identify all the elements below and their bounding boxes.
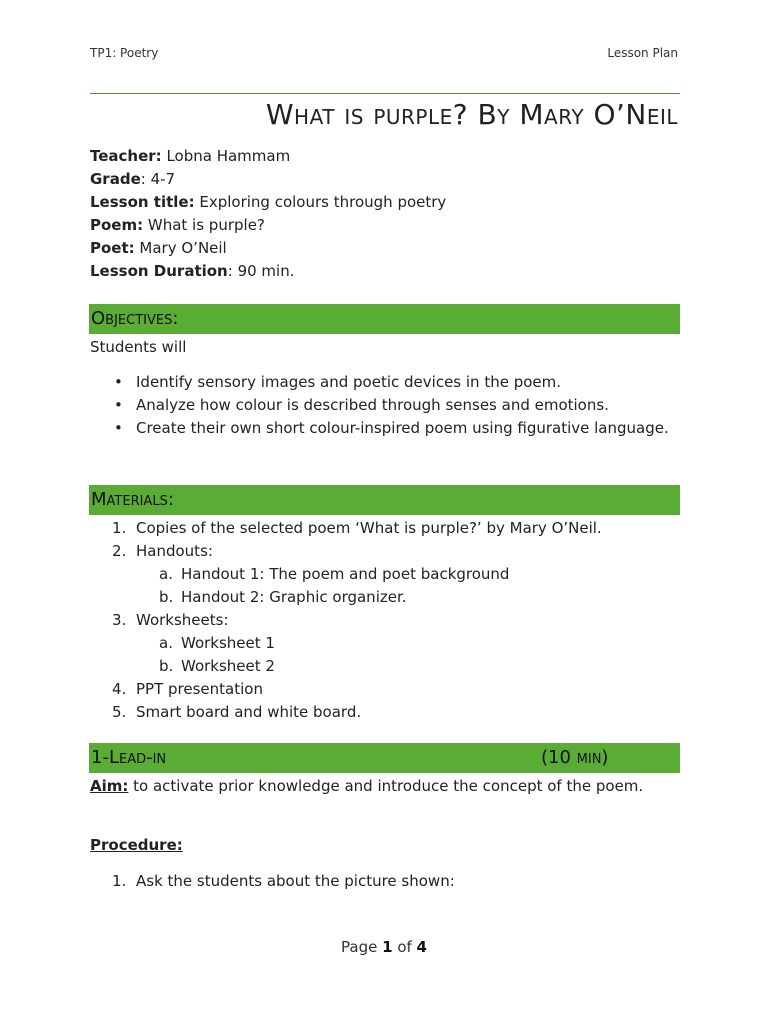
materials-heading: Materials: (89, 485, 680, 515)
meta-duration: Lesson Duration: 90 min. (90, 262, 295, 280)
list-item: • Identify sensory images and poetic devices in the poem. (90, 371, 680, 394)
objectives-list (90, 371, 680, 440)
list-item: 2. Handouts: (112, 542, 213, 560)
objectives-intro: Students will (90, 338, 187, 356)
leadin-heading: 1-Lead-in (10 min) (89, 743, 680, 773)
list-item: • Create their own short colour-inspired poem using figurative language. (90, 417, 680, 440)
list-item: • Analyze how colour is described through senses and emotions. (90, 394, 680, 417)
meta-teacher: Teacher: Lobna Hammam (90, 147, 291, 165)
leadin-procedure-label: Procedure: (90, 836, 183, 854)
header-right: Lesson Plan (607, 46, 678, 60)
list-subitem: b. Handout 2: Graphic organizer. (159, 588, 407, 606)
meta-poem: Poem: What is purple? (90, 216, 265, 234)
header-rule (90, 93, 680, 94)
list-item: 5. Smart board and white board. (112, 703, 362, 721)
list-subitem: a. Worksheet 1 (159, 634, 275, 652)
list-item: 3. Worksheets: (112, 611, 229, 629)
leadin-time: (10 min) (541, 747, 609, 768)
header-left: TP1: Poetry (90, 46, 159, 60)
materials-list (90, 517, 680, 724)
list-subitem: b. Worksheet 2 (159, 657, 275, 675)
objectives-heading: Objectives: (89, 304, 680, 334)
list-item: 1. Ask the students about the picture shown: (112, 872, 455, 890)
leadin-aim: Aim: to activate prior knowledge and introduce the concept of the poem. (90, 777, 644, 795)
lesson-meta (90, 145, 446, 283)
page-footer: Page 1 of 4 (341, 938, 427, 956)
page-title: What is purple? By Mary O’Neil (265, 98, 678, 131)
list-item: 1. Copies of the selected poem ‘What is purple?’ by Mary O’Neil. (112, 519, 602, 537)
meta-poet: Poet: Mary O’Neil (90, 239, 227, 257)
meta-lesson-title: Lesson title: Exploring colours through poetry (90, 193, 447, 211)
leadin-steps (90, 870, 680, 893)
meta-grade: Grade: 4-7 (90, 170, 176, 188)
list-item: 4. PPT presentation (112, 680, 263, 698)
list-subitem: a. Handout 1: The poem and poet background (159, 565, 510, 583)
